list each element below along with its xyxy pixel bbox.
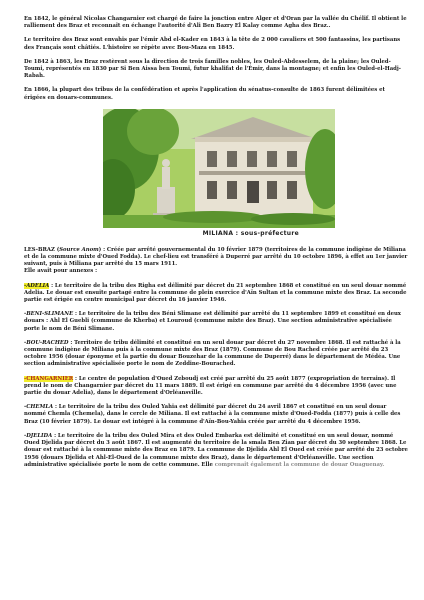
- intro-paragraph-1: En 1842, le général Nicolas Changarnier est chargé de faire la jonction entre Alger et d'Oran par la vallée du Chélif. Il obtient le ralliement des Braz et reconnaît en échange l'autorité d'Ali Ben Bazry El Kalay comme Agha des Braz..: [24, 16, 407, 30]
- les-braz-text: : Créée par arrêté gouvernemental du 10 février 1879 (territoires de la commune indigène de Miliana et de la commune mixte d'Oued Fodda). Le chef-lieu est transféré à Duperré par arrêté du 10 octobre 1896, à effet au 1er janvier suivant, puis à Miliana par arrêté du 15 mars 1911.: [24, 246, 408, 268]
- photo-caption: MILIANA : sous-préfecture: [103, 228, 335, 239]
- bou-rached-name: -BOU-RACHED: [24, 339, 69, 346]
- djelida-text: : Le territoire de la tribu des Ouled Mira et des Ouled Embarka est délimité et constitué en un seul douar, nommé Oued Djelida par décret du 3 août 1867. Il est augmenté du territoire de la smala Ben Zian par décret du 30 septembre 1868. Le douar est rattaché à la commune mixte des Braz en 1879. La commune de Djelida Ahl El Oued est créée par arrêté du 23 octobre 1956 (douars Djelida et Ahl-El-Oued de la commune mixte des Braz), dans le département d'Orléansville. Une section administrative spécialisée porte le nom de cette commune. Elle: [24, 432, 408, 468]
- les-braz-title: LES-BRAZ: [24, 246, 55, 253]
- les-braz-paragraph: [24, 247, 408, 276]
- intro-paragraph-3: De 1842 à 1863, les Braz restèrent sous la direction de trois familles nobles, les Ouled-Abdesselem, de la plaine; les Ouled-Toumi, représentés en 1830 par Si Ben Aissa ben Toumi, futur khalifat de l'Émir, dans la montagne; et enfin les Ouled-el-Hadj-Rabah.: [24, 58, 401, 80]
- adelia-name: -ADELIA: [24, 282, 50, 289]
- djelida-name: -DJELIDA: [24, 432, 53, 439]
- djelida-faded-text: comprenait également la commune de douar Ouaguenay.: [214, 461, 385, 468]
- source-close: ): [98, 246, 102, 253]
- adelia-text: : Le territoire de la tribu des Righa est délimité par décret du 21 septembre 1868 et constitué en un seul douar nommé Adelia. Le douar est ensuite partagé entre la commune de plein exercice d'Aïn Sultan et la commune mixte des Braz. La seconde partie est érigée en centre municipal par décret du 16 janvier 1946.: [24, 282, 407, 304]
- chemla-text: : Le territoire de la tribu des Ouled Yahia est délimité par décret du 24 avril 1867 et constitué en un seul douar nommé Chemla (Chemela), dans le cercle de Miliana. Il est rattaché à la commune mixte d'Oued-Fodda (1877) puis à celle des Braz (10 février 1879). Le douar est intégré à la commune d'Aïn-Bou-Yahia créée par arrêté du 4 décembre 1956.: [24, 404, 401, 425]
- djelida-paragraph: [24, 433, 408, 469]
- intro-paragraph-4: En 1866, la plupart des tribus de la confédération et après l'application du sénatus-consulte de 1863 furent délimitées et érigées en douars-communes.: [24, 87, 385, 101]
- chemla-name: -CHEMLA: [24, 404, 54, 411]
- changarnier-name: -CHANGARNIER: [24, 375, 74, 382]
- beni-slimane-name: -BENI-SLIMANE: [24, 311, 74, 318]
- changarnier-text: : Le centre de population d'Oued Zeboudj est créé par arrêté du 25 août 1877 (expropriation de terrains). Il prend le nom de Changarnier par décret du 11 mars 1889. Il est érigé en commune par arrêté du 4 décembre 1956 (avec une partie du douar Adelia), dans le département d'Orléansville.: [24, 375, 397, 397]
- adelia-paragraph: [24, 283, 408, 305]
- beni-slimane-text: : Le territoire de la tribu des Béni Slimane est délimité par arrêté du 11 septembre 1899 et constitué en deux douars : Ahl El Guebli (commune de Kherba) et Louroud (commune mixte des Braz). Une section administrative spécialisée porte le nom de Béni Slimane.: [24, 311, 401, 332]
- annexes-label: Elle avait pour annexes :: [24, 268, 98, 275]
- miliana-photo-illustration: [103, 109, 335, 239]
- chemla-paragraph: [24, 404, 408, 426]
- bou-rached-text: : Territoire de tribu délimité et constitué en un seul douar par décret du 27 novembre 1868. Il est rattaché à la commune indigène de Miliana puis à la commune mixte des Braz (1879). Commune de Bou Rached créée par arrêté du 23 octobre 1956 (douar éponyme et la partie du douar Bouzehar de la commune de Duperré) dans le département de Médéa. Une section administrative spécialisée porte le nom de Zeddine-Bourached.: [24, 339, 401, 368]
- beni-slimane-paragraph: [24, 311, 408, 333]
- miliana-photo: [103, 109, 335, 239]
- intro-paragraph-2: Le territoire des Braz sont envahis par l'émir Abd el-Kader en 1843 à la tête de 2 000 cavaliers et 500 fantassins, les partisans des Français sont châtiés. L'histoire se répète avec Bou-Maza en 1845.: [24, 37, 401, 51]
- bou-rached-paragraph: [24, 340, 408, 369]
- source-label: Source Anom: [59, 246, 99, 253]
- source-open: (: [54, 246, 60, 253]
- changarnier-paragraph: [24, 376, 408, 398]
